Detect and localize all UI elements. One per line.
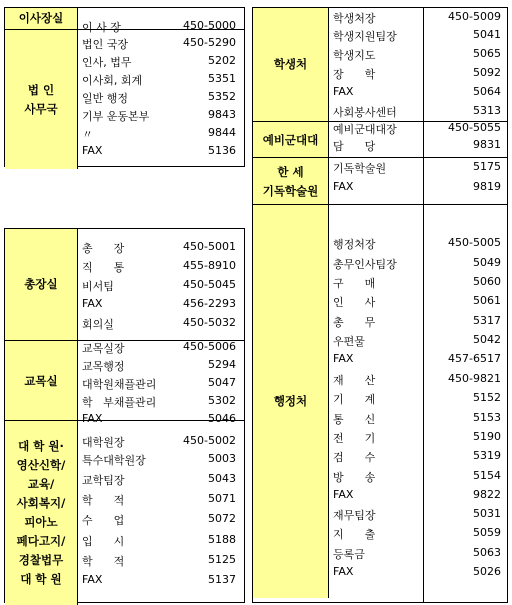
department-label: 이사장실 (5, 8, 78, 29)
extension-number: 450-9821 (448, 372, 501, 385)
department-label: 한 세 기독학술원 (253, 158, 329, 205)
extension-name: 대학원장 (82, 436, 125, 449)
department-label: 행정처 (253, 205, 329, 598)
extension-name: 교학팀장 (82, 474, 125, 487)
extension-number: 450-5032 (183, 316, 236, 329)
department-group (5, 229, 244, 340)
extension-name: 이사회, 회계 (82, 74, 143, 87)
extension-number: 450-5000 (183, 19, 236, 32)
extension-number: 5046 (208, 412, 236, 425)
extension-name: FAX (333, 488, 354, 501)
department-group (5, 8, 244, 34)
extension-number: 455-8910 (183, 259, 236, 272)
department-group (253, 157, 507, 205)
extension-name: 구 매 (333, 277, 376, 290)
department-label: 학생처 (253, 8, 329, 121)
department-group (253, 8, 507, 121)
directory-table-right (252, 7, 508, 603)
extension-name: 등록금 (333, 548, 365, 561)
extension-name: 수 업 (82, 514, 125, 527)
extension-name: 총 장 (82, 242, 125, 255)
extension-number: 5152 (473, 391, 501, 404)
extension-name: 담 당 (333, 140, 376, 153)
extension-name: 사회봉사센터 (333, 106, 397, 119)
extension-name: 비서팀 (82, 280, 114, 293)
department-group (5, 420, 244, 605)
extension-number: 5065 (473, 47, 501, 60)
extension-name: 학 부채플관리 (82, 396, 157, 409)
extension-number: 5060 (473, 275, 501, 288)
department-group (253, 121, 507, 158)
extension-name: 전 기 (333, 432, 376, 445)
extension-name: FAX (82, 144, 103, 157)
extension-number: 5049 (473, 256, 501, 269)
extension-name: FAX (333, 85, 354, 98)
extension-number: 5154 (473, 469, 501, 482)
extension-name: 통 신 (333, 413, 376, 426)
extension-number: 5319 (473, 449, 501, 462)
extension-number: 5175 (473, 160, 501, 173)
extension-name: 장 학 (333, 68, 376, 81)
extension-number: 5043 (208, 472, 236, 485)
extension-name: 검 수 (333, 451, 376, 464)
extension-name: 행정처장 (333, 238, 376, 251)
extension-name: 기부 운동본부 (82, 110, 150, 123)
extension-number: 5317 (473, 314, 501, 327)
extension-name: 우편물 (333, 335, 365, 348)
extension-number: 9843 (208, 108, 236, 121)
extension-name: 총 무 (333, 316, 376, 329)
extension-number: 5136 (208, 144, 236, 157)
extension-number: 5047 (208, 376, 236, 389)
department-label: 교목실 (5, 341, 78, 421)
extension-number: 456-2293 (183, 297, 236, 310)
extension-name: FAX (333, 565, 354, 578)
department-label: 총장실 (5, 229, 78, 340)
department-label: 예비군대대 (253, 122, 329, 158)
extension-name: 직 통 (82, 261, 125, 274)
extension-number: 5092 (473, 66, 501, 79)
extension-name: 재 산 (333, 374, 376, 387)
extension-name: 〃 (82, 128, 93, 141)
extension-name: 회의실 (82, 318, 114, 331)
extension-name: 법인 국장 (82, 38, 129, 51)
extension-number: 5188 (208, 533, 236, 546)
extension-name: 학 적 (82, 494, 125, 507)
extension-name: 학생처장 (333, 12, 376, 25)
extension-name: 인사, 법무 (82, 56, 132, 69)
extension-name: 총무인사팀장 (333, 258, 397, 271)
extension-name: FAX (333, 180, 354, 193)
extension-number: 5202 (208, 54, 236, 67)
extension-number: 5351 (208, 72, 236, 85)
extension-number: 5042 (473, 333, 501, 346)
extension-number: 5190 (473, 430, 501, 443)
extension-number: 450-5055 (448, 121, 501, 134)
department-group (253, 204, 507, 598)
department-label: 대 학 원· 영산신학/ 교육/ 사회복지/ 피아노 페다고지/ 경찰법무 대 학 원 (5, 421, 78, 605)
extension-number: 450-5006 (183, 340, 236, 353)
extension-name: 교목행정 (82, 360, 125, 373)
extension-number: 5026 (473, 565, 501, 578)
extension-name: 대학원채플관리 (82, 378, 157, 391)
extension-name: FAX (333, 352, 354, 365)
extension-name: FAX (82, 412, 103, 425)
extension-number: 450-5002 (183, 434, 236, 447)
department-group (5, 29, 244, 169)
directory-table-left-bottom (4, 228, 245, 603)
extension-number: 450-5045 (183, 278, 236, 291)
extension-number: 450-5290 (183, 36, 236, 49)
extension-number: 9819 (473, 180, 501, 193)
extension-number: 5041 (473, 28, 501, 41)
extension-name: 기 계 (333, 393, 376, 406)
extension-number: 5125 (208, 553, 236, 566)
extension-name: 입 시 (82, 535, 125, 548)
extension-name: FAX (82, 573, 103, 586)
extension-name: 학생지원팀장 (333, 30, 397, 43)
extension-number: 5064 (473, 85, 501, 98)
extension-name: 교목실장 (82, 342, 125, 355)
extension-number: 5059 (473, 526, 501, 539)
extension-name: 특수대학원장 (82, 454, 146, 467)
extension-name: 기독학술원 (333, 162, 387, 175)
extension-name: 방 송 (333, 471, 376, 484)
extension-name: FAX (82, 297, 103, 310)
extension-number: 457-6517 (448, 352, 501, 365)
extension-number: 9844 (208, 126, 236, 139)
extension-number: 5071 (208, 492, 236, 505)
extension-name: 이 사 장 (82, 21, 121, 34)
department-group (5, 340, 244, 425)
extension-number: 5137 (208, 573, 236, 586)
extension-number: 5031 (473, 507, 501, 520)
extension-name: 인 사 (333, 296, 376, 309)
extension-number: 5063 (473, 546, 501, 559)
extension-number: 9822 (473, 488, 501, 501)
extension-number: 450-5005 (448, 236, 501, 249)
extension-name: 재무팀장 (333, 509, 376, 522)
extension-number: 5294 (208, 358, 236, 371)
extension-number: 5153 (473, 411, 501, 424)
extension-number: 9831 (473, 138, 501, 151)
extension-number: 450-5009 (448, 10, 501, 23)
extension-number: 5302 (208, 394, 236, 407)
extension-name: 예비군대대장 (333, 123, 397, 136)
department-label: 법 인 사무국 (5, 30, 78, 169)
directory-table-left-top (4, 7, 245, 167)
extension-name: 지 출 (333, 528, 376, 541)
extension-number: 5072 (208, 512, 236, 525)
extension-number: 5313 (473, 104, 501, 117)
extension-name: 학생지도 (333, 49, 376, 62)
extension-number: 5352 (208, 90, 236, 103)
extension-number: 5061 (473, 294, 501, 307)
extension-number: 450-5001 (183, 240, 236, 253)
extension-name: 학 적 (82, 555, 125, 568)
extension-name: 일반 행정 (82, 92, 129, 105)
extension-number: 5003 (208, 452, 236, 465)
